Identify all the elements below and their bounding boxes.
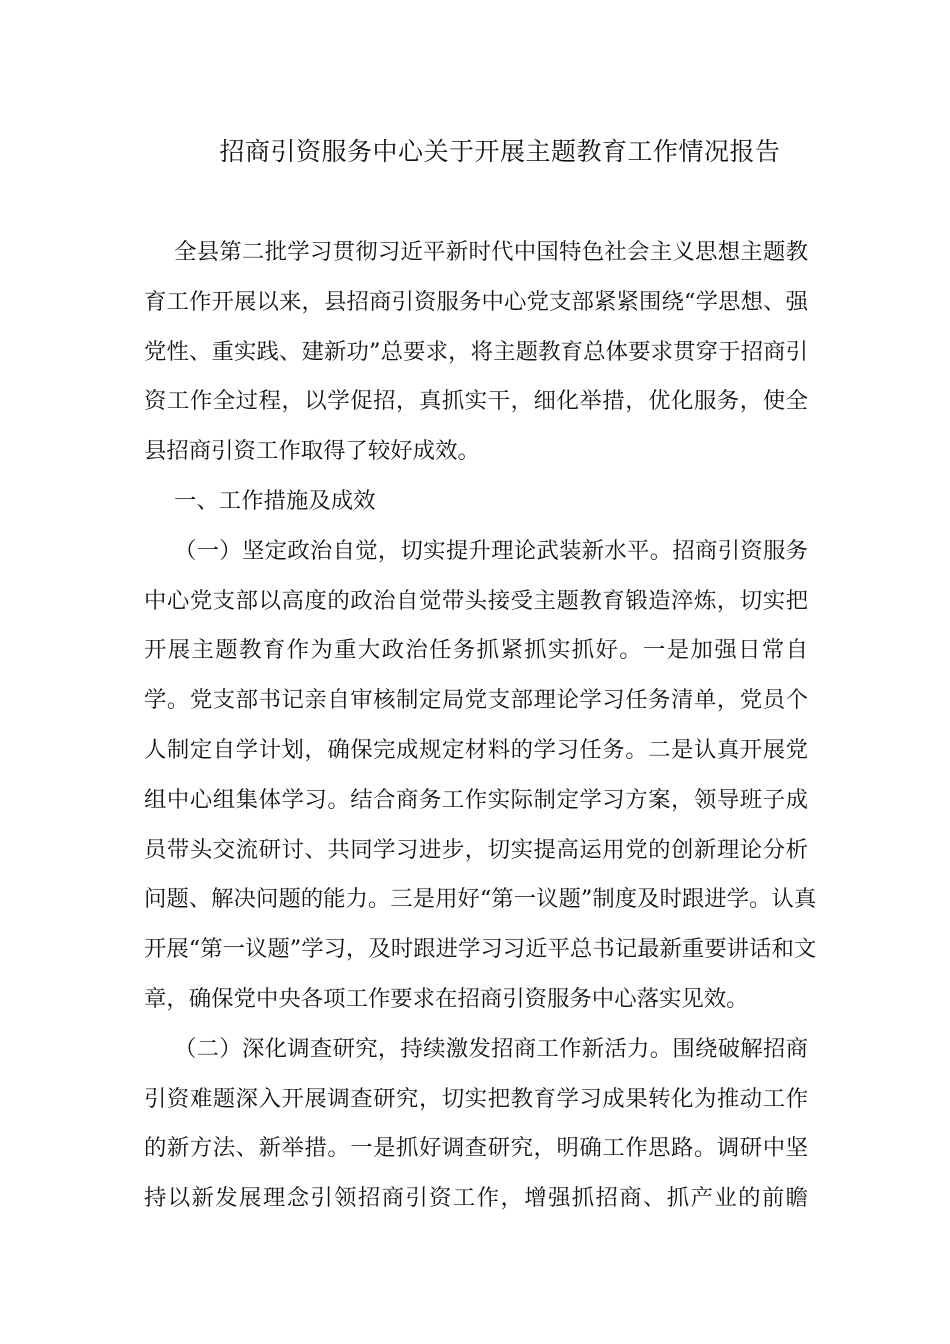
- paragraph-line: 的新方法、新举措。一是抓好调查研究，明确工作思路。调研中坚: [144, 1135, 808, 1162]
- paragraph-line: 开展主题教育作为重大政治任务抓紧抓实抓好。一是加强日常自: [144, 637, 808, 664]
- paragraph-line: 县招商引资工作取得了较好成效。: [144, 438, 480, 465]
- section-heading: 一、工作措施及成效: [174, 487, 376, 514]
- paragraph-line: 中心党支部以高度的政治自觉带头接受主题教育锻造淬炼，切实把: [144, 587, 808, 614]
- paragraph-line: 全县第二批学习贯彻习近平新时代中国特色社会主义思想主题教: [174, 239, 808, 265]
- document-body: [144, 228, 817, 1224]
- paragraph-line: 章，确保党中央各项工作要求在招商引资服务中心落实见效。: [144, 985, 749, 1012]
- paragraph-line: 持以新发展理念引领招商引资工作，增强抓招商、抓产业的前瞻: [144, 1185, 808, 1212]
- document-title: 招商引资服务中心关于开展主题教育工作情况报告: [219, 137, 781, 166]
- paragraph-line: （二）深化调查研究，持续激发招商工作新活力。围绕破解招商: [174, 1035, 808, 1062]
- paragraph-line: 资工作全过程，以学促招，真抓实干，细化举措，优化服务，使全: [144, 388, 808, 415]
- paragraph-line: 开展“第一议题”学习，及时跟进学习习近平总书记最新重要讲话和文: [144, 936, 817, 963]
- paragraph-line: 问题、解决问题的能力。三是用好“第一议题”制度及时跟进学。认真: [144, 886, 817, 913]
- paragraph-line: 党性、重实践、建新功”总要求，将主题教育总体要求贯穿于招商引: [144, 338, 808, 365]
- paragraph-line: 引资难题深入开展调查研究，切实把教育学习成果转化为推动工作: [144, 1085, 808, 1112]
- paragraph-line: 员带头交流研讨、共同学习进步，切实提高运用党的创新理论分析: [144, 836, 808, 863]
- paragraph-line: 育工作开展以来，县招商引资服务中心党支部紧紧围绕“学思想、强: [144, 288, 808, 315]
- paragraph-line: 人制定自学计划，确保完成规定材料的学习任务。二是认真开展党: [144, 736, 808, 763]
- paragraph-line: 学。党支部书记亲自审核制定局党支部理论学习任务清单，党员个: [144, 687, 808, 714]
- paragraph-line: 组中心组集体学习。结合商务工作实际制定学习方案，领导班子成: [144, 786, 808, 813]
- paragraph-line: （一）坚定政治自觉，切实提升理论武装新水平。招商引资服务: [174, 537, 808, 564]
